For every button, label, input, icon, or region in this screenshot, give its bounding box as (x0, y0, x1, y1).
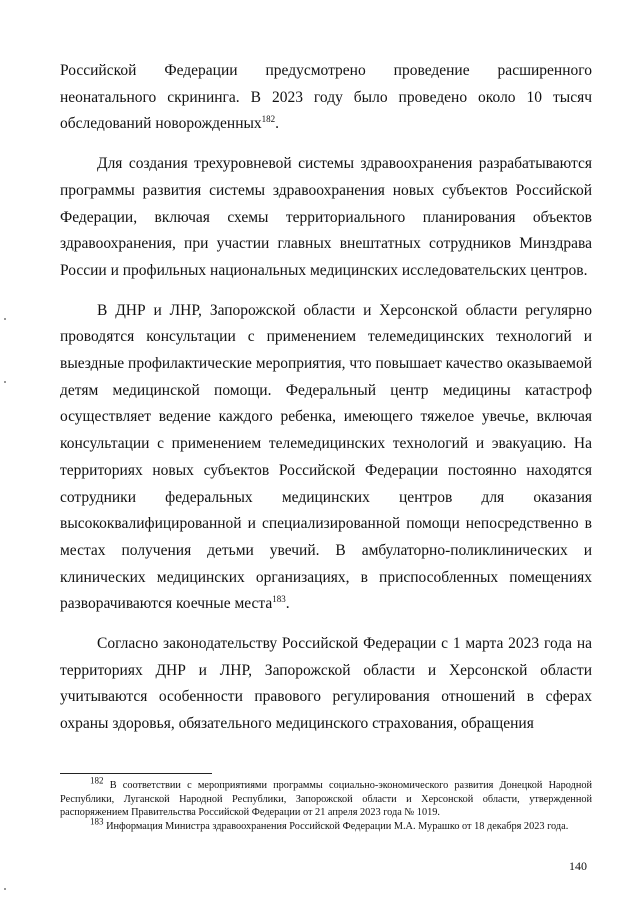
footnote-number: 183 (90, 816, 104, 827)
footnote (60, 816, 592, 834)
margin-dot (4, 318, 6, 320)
paragraph (60, 631, 592, 738)
footnote-text: В соответствии с мероприятиями программы социально-экономического развития Донецкой Народной Республики, Луганской Народной Республики, Запорожской области и Херсонской области, утвержденной распоряжением Правительства Российской Федерации от 21 апреля 2023 года № 1019. (60, 780, 593, 818)
paragraph (60, 298, 592, 618)
footnote-ref[interactable]: 183 (272, 594, 286, 605)
footnote-number: 182 (90, 775, 104, 786)
footnote (60, 775, 593, 820)
paragraph-text: Для создания трехуровневой системы здравоохранения разрабатываются программы развития системы здравоохранения новых субъектов Российской Федерации, включая схемы территориального планирования объектов здравоохранения, при участии главных внештатных сотрудников Минздрава России и профильных национальных медицинских исследовательских центров. (60, 155, 592, 279)
paragraph (60, 151, 592, 285)
footnote-ref[interactable]: 182 (261, 114, 276, 125)
paragraph-text: Согласно законодательству Российской Федерации с 1 марта 2023 года на территориях ДНР и ЛНР, Запорожской области и Херсонской области учитываются особенности правового регулирования отношений в сферах охраны здоровья, обязательного медицинского страхования, обращения (60, 635, 592, 733)
footnote-text: Информация Министра здравоохранения Российской Федерации М.А. Мурашко от 18 декабря 2023 года. (106, 820, 569, 832)
margin-dot (4, 381, 6, 383)
footnotes (60, 775, 593, 833)
body-text (60, 58, 592, 751)
page-number: 140 (569, 859, 587, 873)
paragraph-end: . (275, 115, 280, 133)
paragraph-end: . (285, 595, 290, 613)
paragraph-text: В ДНР и ЛНР, Запорожской области и Херсонской области регулярно проводятся консультации с применением телемедицинских технологий и выездные профилактические мероприятия, что повышает качество оказываемой детям медицинской помощи. Федеральный центр медицины катастроф осуществляет ведение каждого ребенка, имеющего тяжелое увечье, включая консультации с применением телемедицинских технологий и эвакуацию. На территориях новых субъектов Российской Федерации постоянно находятся сотрудники федеральных медицинских центров для оказания высококвалифицированной и специализированной помощи непосредственно в местах получения детьми увечий. В амбулаторно-поликлинических и клинических медицинских организациях, в приспособленных помещениях разворачиваются коечные места (60, 301, 592, 613)
margin-dot (4, 888, 6, 890)
footnote-separator (60, 773, 212, 774)
paragraph-text: Российской Федерации предусмотрено проведение расширенного неонатального скрининга. В 2023 году было проведено около 10 тысяч обследований новорожденных (60, 62, 592, 133)
paragraph (60, 58, 592, 138)
